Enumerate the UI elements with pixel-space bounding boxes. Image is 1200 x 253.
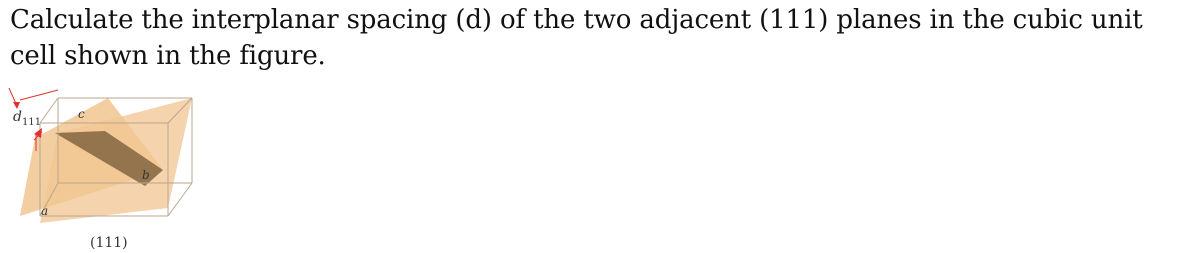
spacing-label: $d_{111}$: [13, 109, 42, 128]
unit-cell-figure: [0, 78, 210, 253]
plane-index-caption: (111): [90, 235, 128, 251]
axis-a-label: a: [41, 204, 49, 218]
unit-cell-diagram: [0, 78, 210, 253]
axis-b-label: b: [142, 168, 150, 182]
axis-c-label: c: [78, 107, 85, 121]
question-text: Calculate the interplanar spacing (d) of the two adjacent (111) planes in the cubic unit cell shown in the figure.: [10, 5, 1143, 71]
